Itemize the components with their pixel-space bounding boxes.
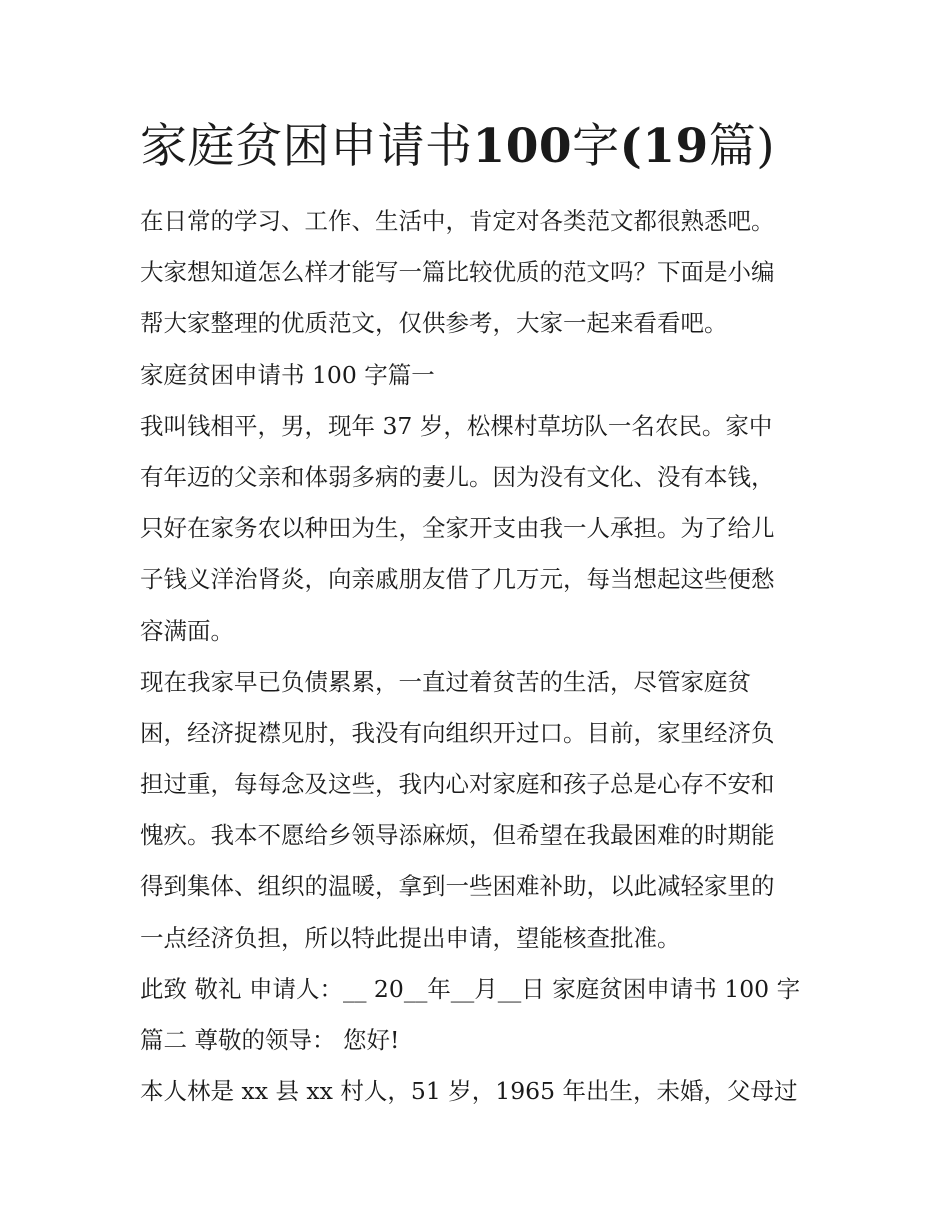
body-line: 容满面。 xyxy=(140,616,234,645)
title-text-mid: 字 xyxy=(572,119,620,174)
document-body xyxy=(140,196,820,1117)
body-line: 此致 敬礼 申请人：__ 20__年__月__日 家庭贫困申请书 100 字 xyxy=(140,974,801,1003)
title-number: 100 xyxy=(472,119,573,174)
body-line: 我叫钱相平，男，现年 37 岁，松棵村草坊队一名农民。家中 xyxy=(140,411,773,440)
body-line: 愧疚。我本不愿给乡领导添麻烦，但希望在我最困难的时期能 xyxy=(140,821,775,850)
body-line: 现在我家早已负债累累，一直过着贫苦的生活，尽管家庭贫 xyxy=(140,667,751,696)
body-line: 在日常的学习、工作、生活中，肯定对各类范文都很熟悉吧。 xyxy=(140,207,775,235)
body-line: 得到集体、组织的温暖，拿到一些困难补助，以此减轻家里的 xyxy=(140,872,775,901)
body-line: 本人林是 xx 县 xx 村人，51 岁，1965 年出生，未婚，父母过 xyxy=(140,1077,798,1106)
title-text-suffix: 篇) xyxy=(708,119,776,174)
body-line: 大家想知道怎么样才能写一篇比较优质的范文吗？下面是小编 xyxy=(140,258,775,287)
body-line: 有年迈的父亲和体弱多病的妻儿。因为没有文化、没有本钱， xyxy=(140,462,775,491)
section-heading: 家庭贫困申请书 100 字篇一 xyxy=(140,360,435,389)
body-line: 困，经济捉襟见肘，我没有向组织开过口。目前，家里经济负 xyxy=(140,718,775,747)
body-line: 帮大家整理的优质范文，仅供参考，大家一起来看看吧。 xyxy=(140,309,728,338)
title-count: (19 xyxy=(619,119,709,174)
body-line: 篇二 尊敬的领导： 您好! xyxy=(140,1026,400,1054)
body-line: 子钱义洋治肾炎，向亲戚朋友借了几万元，每当想起这些便愁 xyxy=(140,565,775,594)
body-line: 只好在家务农以种田为生，全家开支由我一人承担。为了给儿 xyxy=(140,514,775,543)
body-line: 一点经济负担，所以特此提出申请，望能核查批准。 xyxy=(140,923,681,952)
document-title xyxy=(140,112,840,182)
body-line: 担过重，每每念及这些，我内心对家庭和孩子总是心存不安和 xyxy=(140,770,775,799)
title-text-prefix: 家庭贫困申请书 xyxy=(140,119,473,174)
